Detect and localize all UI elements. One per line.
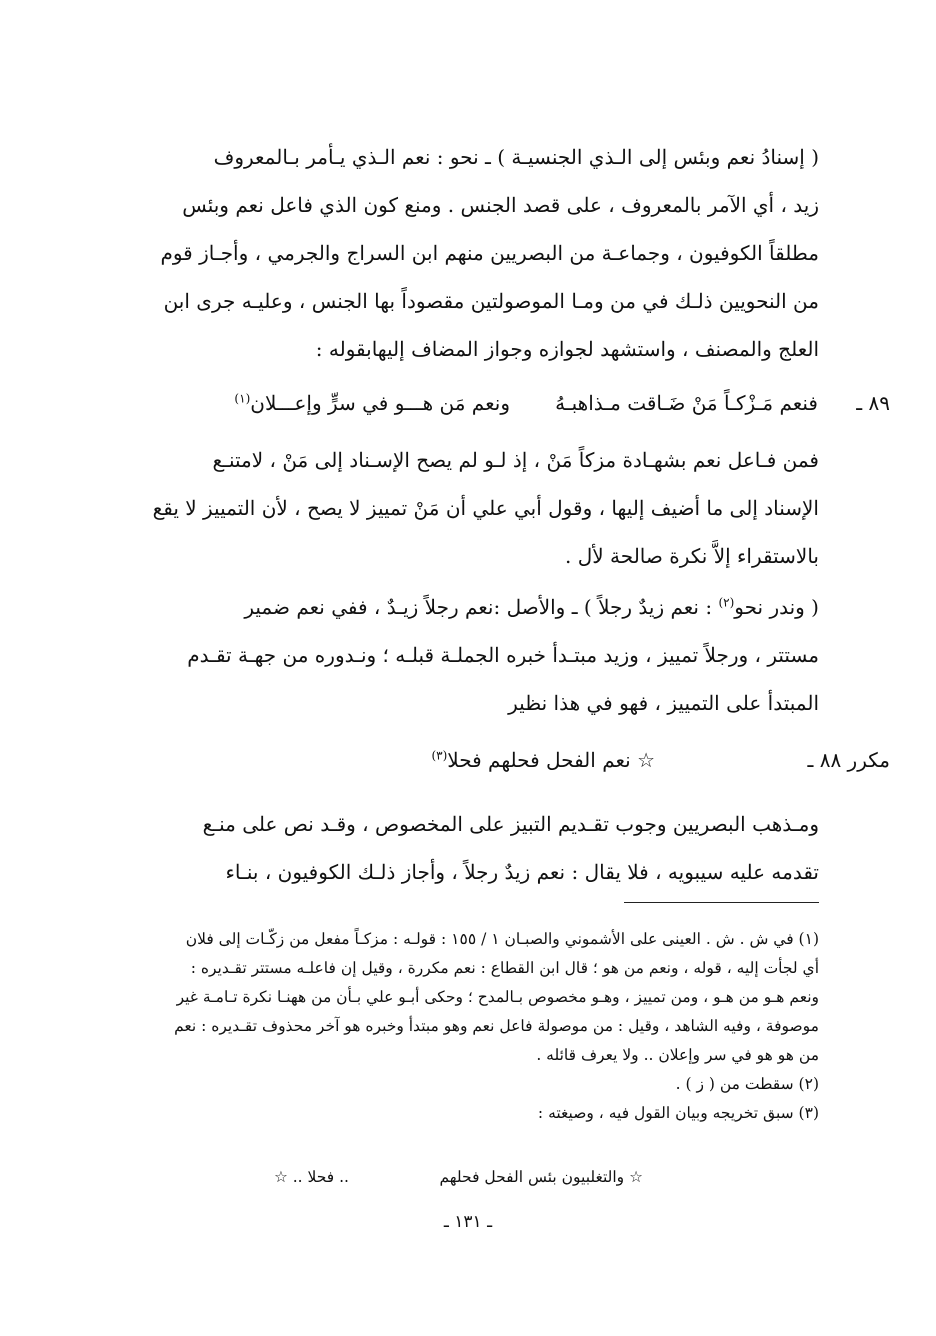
paragraph-1 xyxy=(133,133,819,373)
text-line: تقدمه عليه سيبويه ، فلا يقال : نعم زيدٌ رجلاً ، وأجاز ذلـك الكوفيون ، بنـاء xyxy=(225,860,819,884)
footnote-ref[interactable]: (٢) xyxy=(718,595,735,610)
text-line: فمن فـاعل نعم بشهـادة مزكاً مَنْ ، إذ لـو لم يصح الإسـناد إلى مَنْ ، لامتنـع xyxy=(212,448,819,472)
footnotes xyxy=(133,925,819,1128)
verse-hemistich-1: ☆ نعم الفحل فحلهم فحلا$^{(٣)}$ xyxy=(431,748,655,772)
paragraph-2 xyxy=(133,436,819,580)
footnote-separator xyxy=(624,902,819,903)
footnote-line: (١) في ش . ش . العينى على الأشموني والصبـان ١ / ١٥٥ : قولـه : مزكـاً مفعل من زكّـات إلى فلان xyxy=(185,930,819,948)
text-line: الإسناد إلى ما أضيف إليها ، وقول أبي علي أن مَنْ تمييز لا يصح ، لأن التمييز لا يقع xyxy=(152,496,819,520)
footnote-ref[interactable]: (٣) xyxy=(431,748,448,763)
footnote-line: (٣) سبق تخريجه وبيان القول فيه ، وصيغته : xyxy=(537,1104,819,1122)
text-line: العلج والمصنف ، واستشهد لجوازه وجواز المضاف إليهابقوله : xyxy=(315,337,819,361)
verse-hemistich-1: فنعم مَـزْكـاً مَنْ ضَـاقت مـذاهبـهُ xyxy=(555,391,818,415)
paragraph-4 xyxy=(133,800,819,896)
footnote-line: من هو هو في سر وإعلان .. ولا يعرف قائله . xyxy=(536,1046,819,1064)
paragraph-3 xyxy=(133,583,819,727)
verse-hemistich-2: ونعم مَن هـــو في سرٍّ وإعـــلان$^{(١)}$ xyxy=(234,391,510,415)
verse-hemistich-1: ☆ والتغلبيون بئس الفحل فحلهم xyxy=(439,1168,643,1186)
text-line: ومـذهب البصريين وجوب تقـديم التبيز على المخصوص ، وقـد نص على منـع xyxy=(202,812,819,836)
footnote-line: ونعم هـو من هـو ، ومن تمييز ، وهـو مخصوص بـالمدح ؛ وحكى أبـو علي بـأن من ههنـا نكرة تـامـة غير xyxy=(176,988,819,1006)
text-line: من النحويين ذلـك في من ومـا الموصولتين مقصوداً بها الجنس ، وعليـه جرى ابن xyxy=(163,289,819,313)
footnote-ref[interactable]: (١) xyxy=(234,391,251,406)
text-line: زيد ، أي الآمر بالمعروف ، على قصد الجنس . ومنع كون الذي فاعل نعم وبئس xyxy=(182,193,819,217)
text-line: بالاستقراء إلاَّ نكرة صالحة لأل . xyxy=(565,544,819,568)
text-line: المبتدأ على التمييز ، فهو في هذا نظير xyxy=(508,691,819,715)
text-line: مطلقاً الكوفيون ، وجماعـة من البصريين منهم ابن السراج والجرمي ، وأجـاز قوم xyxy=(160,241,819,265)
verse-number: ٨٩ ـ xyxy=(856,391,890,415)
page-number: ـ ١٣١ ـ xyxy=(443,1212,493,1232)
verse-hemistich-2: .. فحلا .. ☆ xyxy=(273,1168,349,1186)
footnote-line: أي لجأت إليه ، قوله ، ونعم من هو ؛ قال ابن القطاع : نعم مكررة ، وقيل إن فاعلـه مستتر تقـديره : xyxy=(190,959,819,977)
text-line: ( وندر نحو$^{(٢)}$ : نعم زيدٌ رجلاً ) ـ والأصل :نعم رجلاً زيـدٌ ، ففي نعم ضمير xyxy=(244,595,819,619)
text-line: ( إسنادُ نعم وبئس إلى الـذي الجنسيـة ) ـ نحو : نعم الـذي يـأمر بـالمعروف xyxy=(213,145,819,169)
verse-number: مكرر ٨٨ ـ xyxy=(807,748,890,772)
footnote-line: (٢) سقطت من ( ز ) . xyxy=(675,1075,819,1093)
footnote-line: موصوفة ، وفيه الشاهد ، وقيل : من موصولة فاعل نعم وهو مبتدأ وخبره هو آخر محذوف تقـديره : نعم xyxy=(174,1017,819,1035)
text-line: مستتر ، ورجلاً تمييز ، وزيد مبتـدأ خبره الجملـة قبلـه ؛ ونـدوره من جهـة تقـدم xyxy=(187,643,819,667)
